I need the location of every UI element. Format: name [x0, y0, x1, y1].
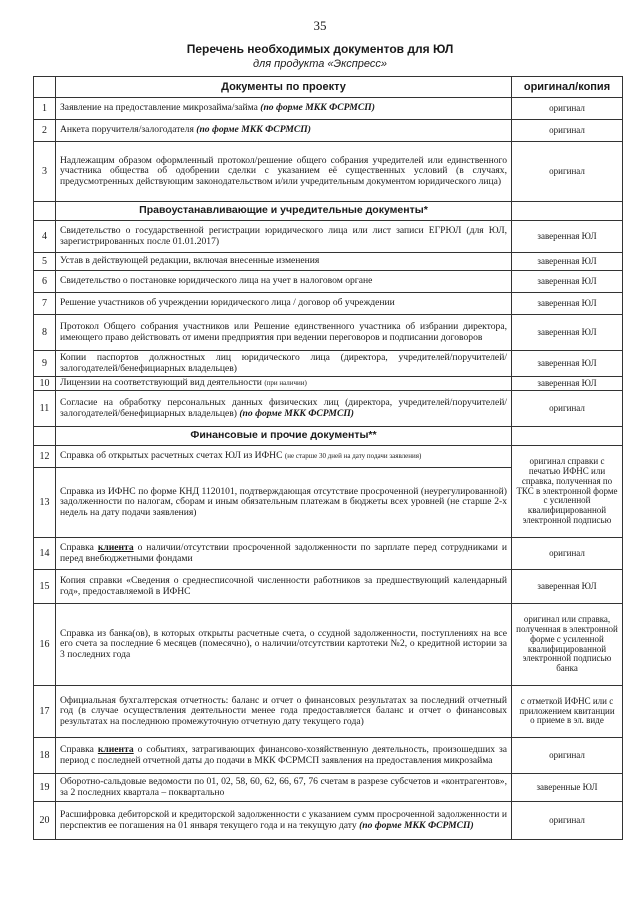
section-row — [34, 427, 623, 446]
row-document: Справка из ИФНС по форме КНД 1120101, подтверждающая отсутствие просроченной (неурегулированной) задолженности по налогам, сборам и иным обязательным платежам в бюджеты всех уровней (не старше 2-х недель на дату подачи заявления) — [56, 468, 512, 538]
client-emphasis: клиента — [97, 541, 134, 553]
row-number: 1 — [34, 98, 56, 120]
document-text: Заявление на предоставление микрозайма/займа — [60, 102, 261, 114]
row-status: оригинал — [512, 391, 623, 427]
row-number: 20 — [34, 802, 56, 840]
row-document: Свидетельство о государственной регистрации юридического лица или лист записи ЕГРЮЛ (для ЮЛ, зарегистрированных после 01.01.2017) — [56, 221, 512, 253]
form-note: (по форме МКК ФСРМСП) — [260, 102, 375, 114]
row-status: заверенная ЮЛ — [512, 271, 623, 293]
table-row — [34, 142, 623, 202]
row-status: оригинал или справка, полученная в электронной форме с усиленной квалифицированной электронной подписью банка — [512, 604, 623, 686]
row-status: заверенная ЮЛ — [512, 253, 623, 271]
table-row — [34, 120, 623, 142]
row-status: заверенная ЮЛ — [512, 377, 623, 391]
form-note: (по форме МКК ФСРМСП) — [239, 407, 355, 419]
table-row — [34, 446, 623, 468]
row-document — [56, 391, 512, 427]
document-text: Согласие на обработку персональных данных физических лиц (директора, учредителей/поручителей/залогодателей/бенефициарных владельцев) — [60, 396, 507, 419]
document-text: о событиях, затрагивающих финансово-хозяйственную деятельность, произошедших за период с последней отчетной даты до подачи в МКК ФСРМСП заявления на предоставления микрозайма — [60, 743, 507, 766]
row-number: 5 — [34, 253, 56, 271]
row-number: 18 — [34, 738, 56, 774]
table-row — [34, 686, 623, 738]
page-subtitle: для продукта «Экспресс» — [252, 58, 388, 70]
table-header-row — [34, 77, 623, 98]
document-text: о наличии/отсутствии просроченной задолженности по зарплате перед сотрудниками и перед внебюджетными фондами — [60, 541, 507, 564]
page-number: 35 — [313, 18, 327, 33]
row-status: заверенная ЮЛ — [512, 315, 623, 351]
document-text: Расшифровка дебиторской и кредиторской задолженности с указанием сумм просроченной задолженности и перспектив ее погашения на 01 января текущего года и на текущую дату — [60, 808, 507, 831]
table-row — [34, 315, 623, 351]
section-title: Правоустанавливающие и учредительные документы* — [56, 202, 512, 221]
table-row — [34, 391, 623, 427]
table-row — [34, 221, 623, 253]
row-number: 16 — [34, 604, 56, 686]
document-text: Справка об открытых расчетных счетах ЮЛ из ИФНС — [60, 450, 285, 462]
row-status: заверенная ЮЛ — [512, 351, 623, 377]
row-document — [56, 738, 512, 774]
row-document: Решение участников об учреждении юридического лица / договор об учреждении — [56, 293, 512, 315]
row-number: 11 — [34, 391, 56, 427]
row-document: Справка из банка(ов), в которых открыты расчетные счета, о ссудной задолженности, поступлениях на все его счета за последние 6 месяцев (помесячно), о наличии/отсутствии картотеки №2, о кредитной истории за 3 последних года — [56, 604, 512, 686]
header-status: оригинал/копия — [512, 77, 623, 98]
row-status: заверенная ЮЛ — [512, 221, 623, 253]
table-row — [34, 253, 623, 271]
row-number: 9 — [34, 351, 56, 377]
header-number-cell — [34, 77, 56, 98]
row-status: оригинал — [512, 802, 623, 840]
table-row — [34, 538, 623, 570]
documents-table — [33, 76, 623, 840]
section-row — [34, 202, 623, 221]
small-note: (при наличии) — [264, 379, 307, 388]
row-number: 17 — [34, 686, 56, 738]
row-number: 12 — [34, 446, 56, 468]
client-emphasis: клиента — [97, 743, 134, 755]
table-row — [34, 570, 623, 604]
row-number: 3 — [34, 142, 56, 202]
table-row — [34, 604, 623, 686]
row-number: 8 — [34, 315, 56, 351]
row-document — [56, 802, 512, 840]
row-status: оригинал — [512, 98, 623, 120]
table-row — [34, 351, 623, 377]
row-document — [56, 98, 512, 120]
form-note: (по форме МКК ФСРМСП) — [359, 819, 474, 831]
small-note: (не старше 30 дней на дату подачи заявления) — [284, 452, 422, 461]
table-row — [34, 738, 623, 774]
row-number: 6 — [34, 271, 56, 293]
document-text-prefix: Справка — [60, 743, 98, 755]
document-text: Лицензии на соответствующий вид деятельности — [60, 377, 265, 389]
page-title: Перечень необходимых документов для ЮЛ — [186, 42, 454, 56]
row-number: 10 — [34, 377, 56, 391]
table-row — [34, 271, 623, 293]
document-text: Анкета поручителя/залогодателя — [60, 124, 197, 136]
header-documents: Документы по проекту — [56, 77, 512, 98]
document-text-prefix: Справка — [60, 541, 98, 553]
table-row — [34, 98, 623, 120]
table-row — [34, 802, 623, 840]
row-document: Копия справки «Сведения о среднесписочной численности работников за предшествующий календарный год», предоставляемой в ИФНС — [56, 570, 512, 604]
row-status: оригинал — [512, 738, 623, 774]
row-document: Надлежащим образом оформленный протокол/решение общего собрания учредителей или единственного участника общества об одобрении сделки с указанием её существенных условий (в случаях, предусмотренных действующим законодательством и/или учредительным документом юридического лица) — [56, 142, 512, 202]
row-status: заверенная ЮЛ — [512, 570, 623, 604]
table-row — [34, 293, 623, 315]
row-number: 19 — [34, 774, 56, 802]
row-status: оригинал — [512, 142, 623, 202]
row-status: заверенная ЮЛ — [512, 293, 623, 315]
row-status: оригинал — [512, 120, 623, 142]
row-status: с отметкой ИФНС или с приложением квитанции о приеме в эл. виде — [512, 686, 623, 738]
table-row — [34, 774, 623, 802]
row-number: 4 — [34, 221, 56, 253]
row-number: 7 — [34, 293, 56, 315]
row-status: оригинал справки с печатью ИФНС или справка, полученная по ТКС в электронной форме с усиленной квалифицированной электронной подписью — [512, 446, 623, 538]
row-status: заверенные ЮЛ — [512, 774, 623, 802]
row-document: Протокол Общего собрания участников или Решение единственного участника об избрании директора, имеющего право действовать от имени предприятия при ведении переговоров и подписании договоров — [56, 315, 512, 351]
row-document — [56, 538, 512, 570]
row-number: 13 — [34, 468, 56, 538]
row-document: Копии паспортов должностных лиц юридического лица (директора, учредителей/поручителей/залогодателей/бенефициарных владельцев) — [56, 351, 512, 377]
row-number: 15 — [34, 570, 56, 604]
row-document — [56, 446, 512, 468]
row-number: 14 — [34, 538, 56, 570]
row-document — [56, 120, 512, 142]
row-document — [56, 377, 512, 391]
row-status: оригинал — [512, 538, 623, 570]
row-document: Свидетельство о постановке юридического лица на учет в налоговом органе — [56, 271, 512, 293]
row-document: Устав в действующей редакции, включая внесенные изменения — [56, 253, 512, 271]
row-document: Оборотно-сальдовые ведомости по 01, 02, 58, 60, 62, 66, 67, 76 счетам в разрезе субсчетов и «контрагентов», за 2 последних квартала – поквартально — [56, 774, 512, 802]
row-document: Официальная бухгалтерская отчетность: баланс и отчет о финансовых результатах за последний отчетный год (в случае осуществления деятельности менее года предоставляется баланс и отчет о финансовых результатах на последнюю промежуточную отчетную дату текущего года) — [56, 686, 512, 738]
row-number: 2 — [34, 120, 56, 142]
section-title: Финансовые и прочие документы** — [56, 427, 512, 446]
table-row — [34, 377, 623, 391]
form-note: (по форме МКК ФСРМСП) — [196, 124, 311, 136]
